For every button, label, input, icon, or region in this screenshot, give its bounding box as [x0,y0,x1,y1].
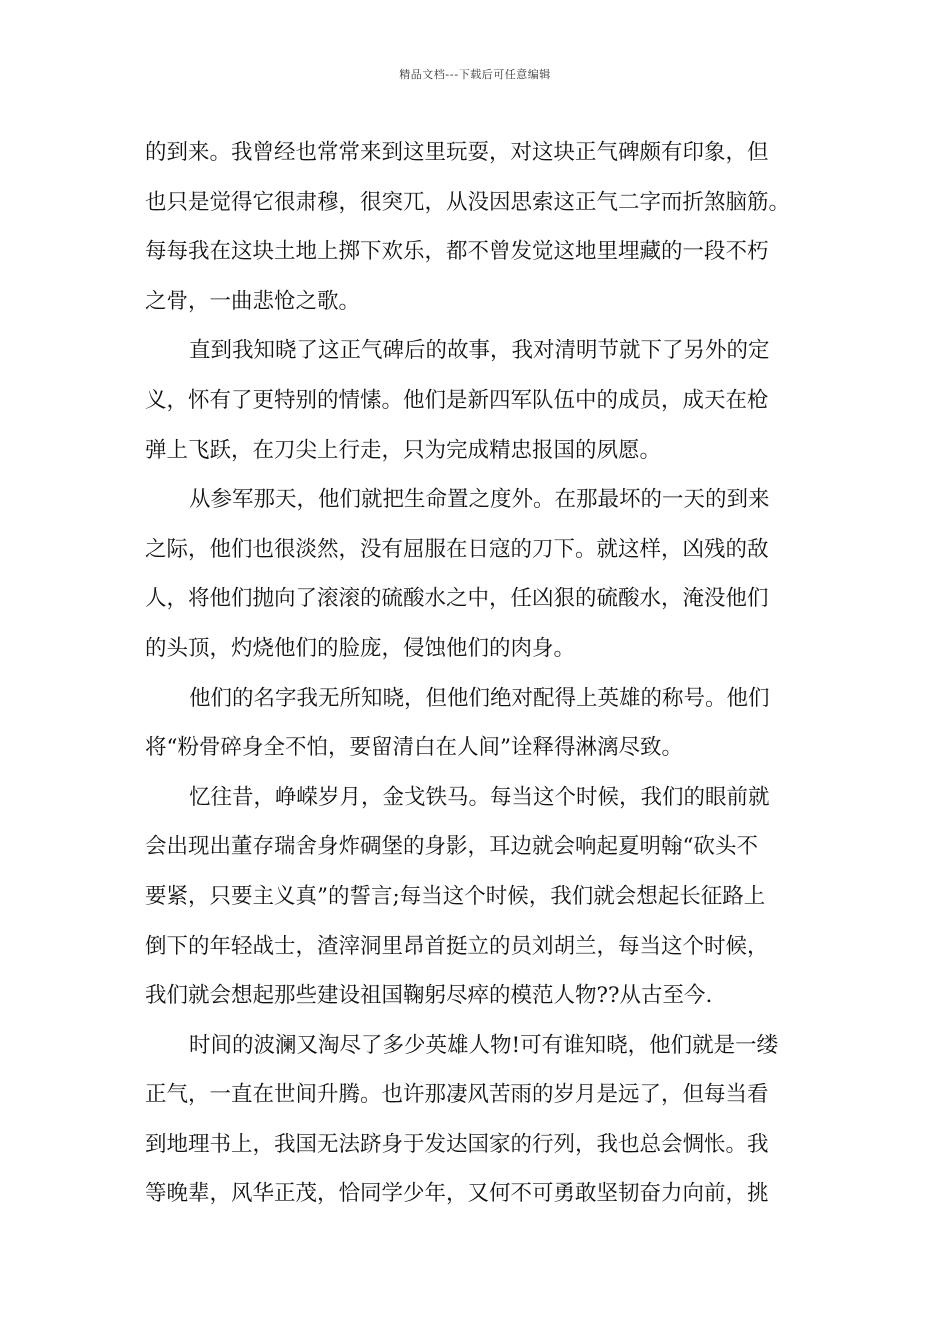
text-line: 的头顶，灼烧他们的脸庞，侵蚀他们的肉身。 [145,635,576,661]
paragraph-first-line: 从参军那天，他们就把生命置之度外。在那最坏的一天的到来 [189,487,770,513]
text-line: 之骨，一曲悲怆之歌。 [145,288,361,314]
text-line: 到地理书上，我国无法跻身于发达国家的行列，我也总会惆怅。我 [145,1131,769,1157]
paragraph-first-line: 忆往昔，峥嵘岁月，金戈铁马。每当这个时候，我们的眼前就 [189,784,770,810]
page-header: 精品文档---下载后可任意编辑 [399,68,551,81]
text-line: 正气，一直在世间升腾。也许那凄风苦雨的岁月是远了，但每当看 [145,1082,769,1108]
text-line: 弹上飞跃，在刀尖上行走，只为完成精忠报国的夙愿。 [145,437,662,463]
text-line: 义，怀有了更特别的情愫。他们是新四军队伍中的成员，成天在枪 [145,387,769,413]
text-line: 我们就会想起那些建设祖国鞠躬尽瘁的模范人物??从古至今. [145,983,713,1009]
document-body [145,128,809,1219]
text-line: 会出现出董存瑞舍身炸碉堡的身影，耳边就会响起夏明翰“砍头不 [145,834,758,860]
text-line: 的到来。我曾经也常常来到这里玩耍，对这块正气碑颇有印象，但 [145,140,769,165]
text-line: 要紧，只要主义真”的誓言;每当这个时候，我们就会想起长征路上 [145,883,766,909]
text-line: 人，将他们抛向了滚滚的硫酸水之中，任凶狠的硫酸水，淹没他们 [145,586,769,612]
text-line: 等晚辈，风华正茂，恰同学少年，又何不可勇敢坚韧奋力向前，挑 [145,1181,769,1207]
text-line: 倒下的年轻战士，渣滓洞里昂首挺立的员刘胡兰，每当这个时候， [145,933,769,959]
paragraph-first-line: 时间的波澜又淘尽了多少英雄人物!可有谁知晓，他们就是一缕 [189,1032,779,1058]
text-line: 之际，他们也很淡然，没有屈服在日寇的刀下。就这样，凶残的敌 [145,536,769,562]
paragraph-first-line: 他们的名字我无所知晓，但他们绝对配得上英雄的称号。他们 [189,685,770,711]
text-line: 也只是觉得它很肃穆，很突兀，从没因思索这正气二字而折煞脑筋。 [145,189,791,215]
text-line: 每每我在这块土地上掷下欢乐，都不曾发觉这地里埋藏的一段不朽 [145,239,769,265]
text-line: 将“粉骨碎身全不怕，要留清白在人间”诠释得淋漓尽致。 [145,735,683,761]
paragraph-first-line: 直到我知晓了这正气碑后的故事，我对清明节就下了另外的定 [189,338,770,364]
